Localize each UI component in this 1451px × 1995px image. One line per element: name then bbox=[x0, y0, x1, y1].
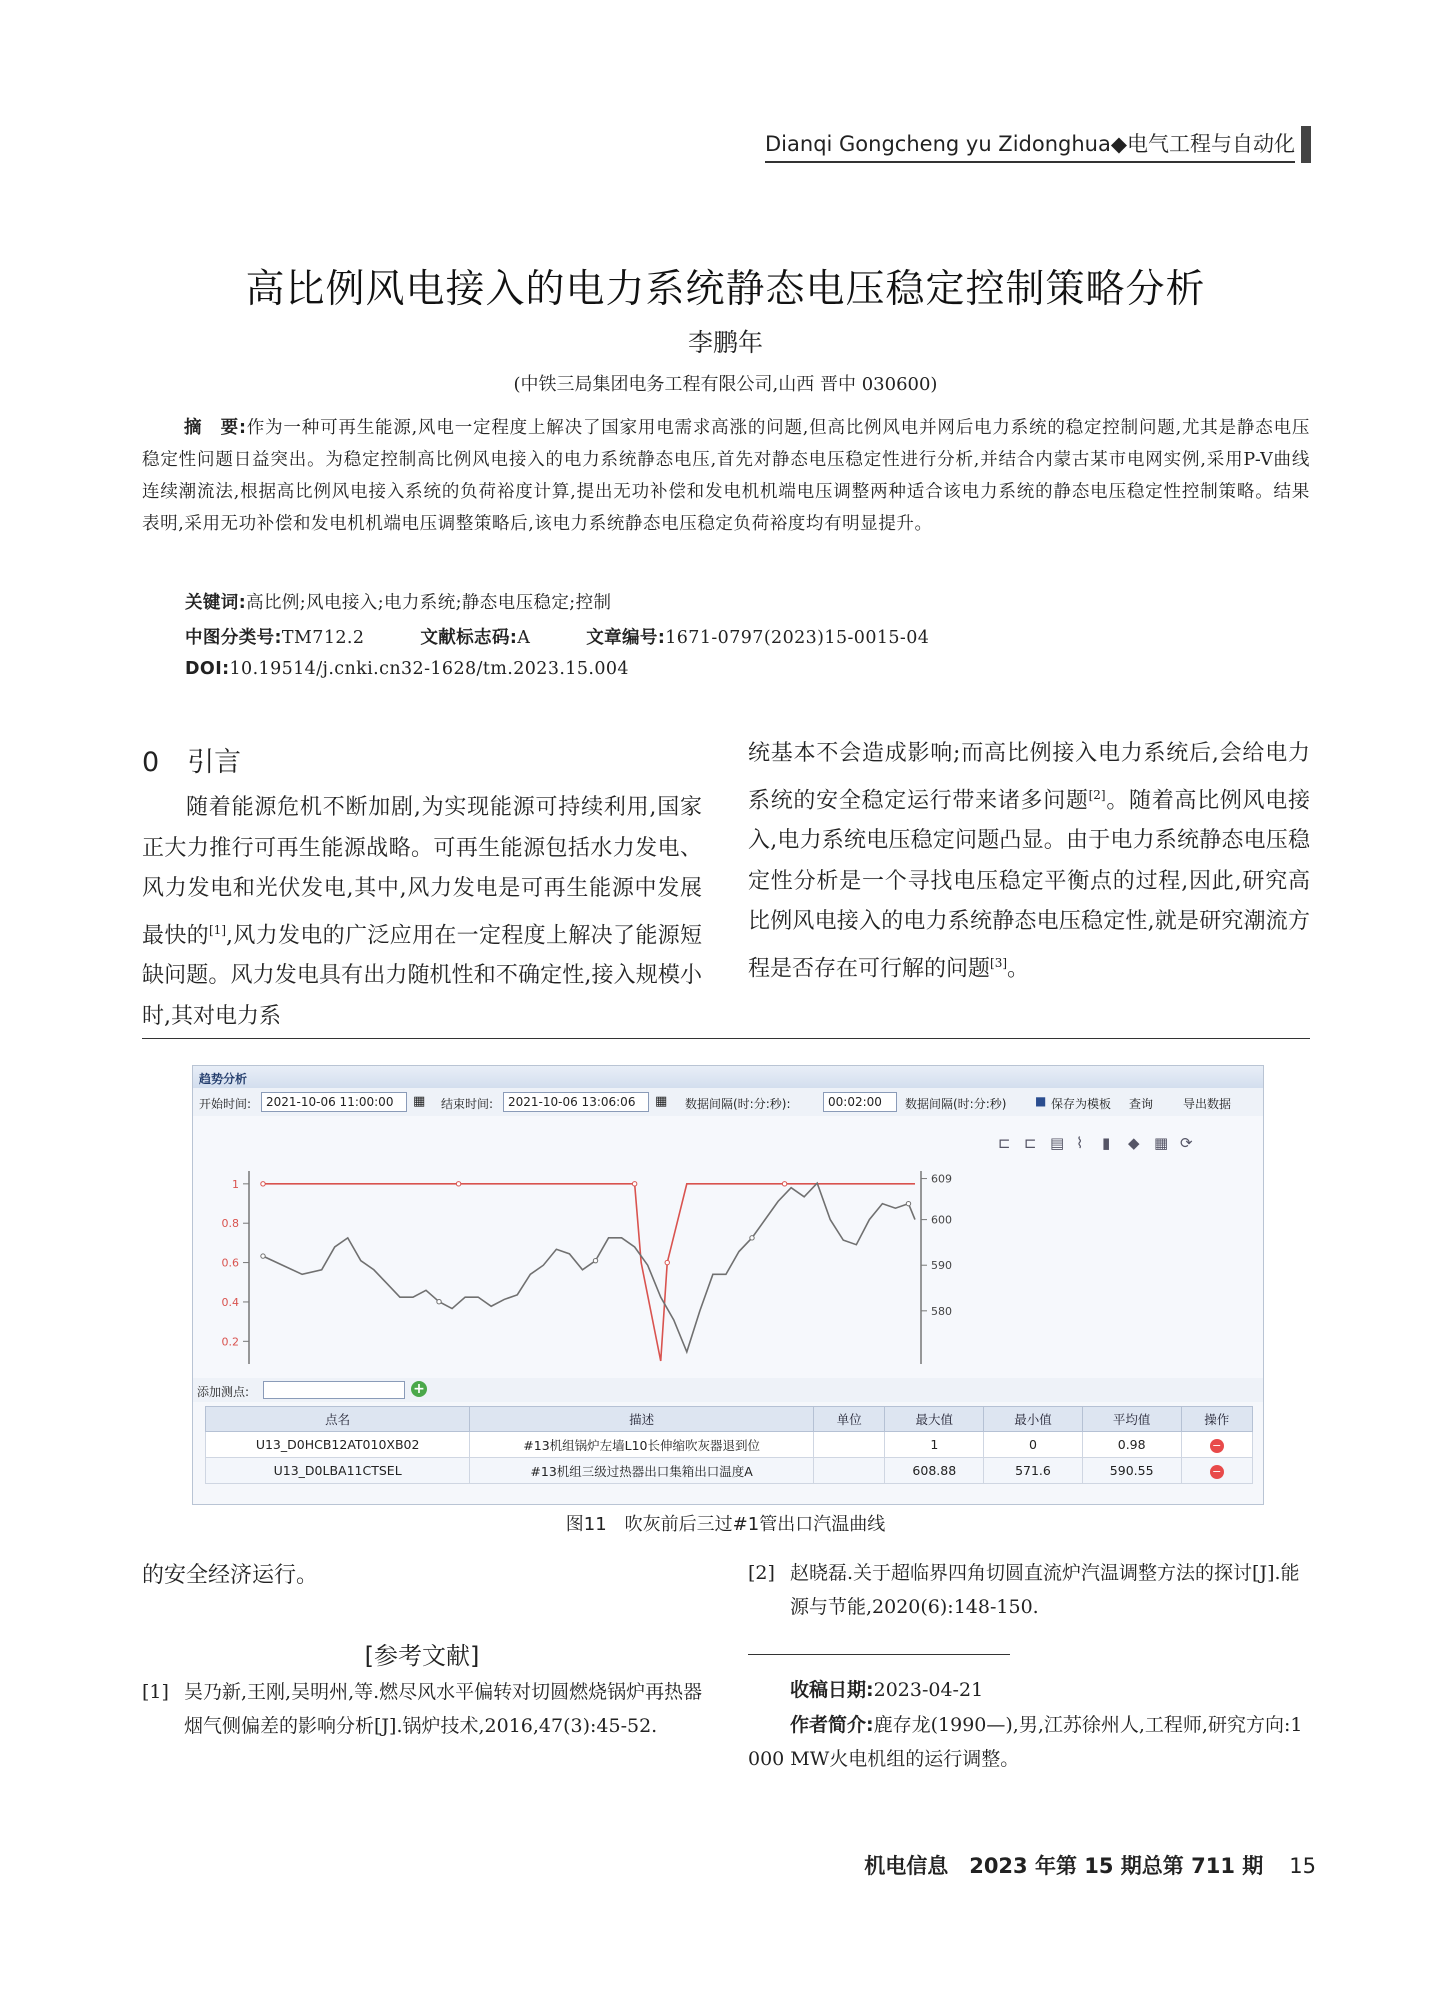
affiliation: (中铁三局集团电务工程有限公司,山西 晋中 030600) bbox=[513, 374, 938, 395]
right-tick-label: 600 bbox=[931, 1213, 952, 1227]
chart-tool-icon: ⊏ bbox=[1024, 1134, 1037, 1152]
status-series-point bbox=[632, 1182, 636, 1186]
delete-icon[interactable]: − bbox=[1210, 1465, 1224, 1479]
table-row[interactable]: U13_D0HCB12AT010XB02 #13机组锅炉左墙L10长伸缩吹灰器退到位 1 0 0.98 − bbox=[206, 1432, 1253, 1458]
reference-2: [2] 赵晓磊.关于超临界四角切圆直流炉汽温调整方法的探讨[J].能源与节能,2020(6):148-150. bbox=[748, 1562, 1300, 1618]
query-toolbar: 开始时间: 2021-10-06 11:00:00 ▦ 结束时间: 2021-10-06 13:06:06 ▦ 数据间隔(时:分:秒): 00:02:00 数据间隔(时:分:秒) ■ 保存为模板 查询 导出数据 bbox=[193, 1088, 1263, 1117]
citation-3[interactable]: [3] bbox=[990, 955, 1008, 970]
author: 李鹏年 bbox=[687, 328, 763, 357]
doc-code-value: A bbox=[517, 628, 531, 648]
temperature-series-point bbox=[437, 1300, 441, 1304]
status-series-point bbox=[456, 1182, 460, 1186]
reference-1: [1] 吴乃新,王刚,吴明州,等.燃尽风水平偏转对切圆燃烧锅炉再热器烟气侧偏差的影响分析[J].锅炉技术,2016,47(3):45-52. bbox=[142, 1681, 703, 1737]
chart-tool-icon: ▤ bbox=[1050, 1134, 1065, 1152]
keywords: 关键词:高比例;风电接入;电力系统;静态电压稳定;控制 bbox=[185, 593, 612, 613]
received-date: 收稿日期:2023-04-21 bbox=[790, 1679, 984, 1701]
column-header[interactable]: 最小值 bbox=[984, 1407, 1083, 1432]
start-time-input[interactable]: 2021-10-06 11:00:00 bbox=[261, 1092, 407, 1112]
abstract bbox=[142, 412, 1310, 540]
chart-tool-icon: ⟳ bbox=[1180, 1134, 1193, 1152]
temperature-series-point bbox=[261, 1254, 265, 1258]
author-bio: 作者简介:鹿存龙(1990—),男,江苏徐州人,工程师,研究方向:1 000 MW火电机组的运行调整。 bbox=[748, 1714, 1303, 1770]
citation-2[interactable]: [2] bbox=[1088, 787, 1106, 802]
keywords-text: 高比例;风电接入;电力系统;静态电压稳定;控制 bbox=[246, 593, 612, 613]
paper-title: 高比例风电接入的电力系统静态电压稳定控制策略分析 bbox=[245, 267, 1206, 312]
figure-top-rule bbox=[142, 1038, 1310, 1039]
chart-tool-icon: ▮ bbox=[1102, 1134, 1111, 1152]
header-bar bbox=[1301, 126, 1311, 163]
status-series-point bbox=[261, 1182, 265, 1186]
save-template-button[interactable]: 保存为模板 bbox=[1051, 1097, 1112, 1111]
column-header[interactable]: 点名 bbox=[206, 1407, 470, 1432]
status-series-point bbox=[665, 1260, 669, 1264]
figure-caption: 图11 吹灰前后三过#1管出口汽温曲线 bbox=[565, 1514, 886, 1535]
add-icon[interactable]: + bbox=[411, 1381, 427, 1397]
footnote-rule bbox=[748, 1654, 1010, 1655]
calendar-icon[interactable]: ▦ bbox=[655, 1094, 668, 1109]
citation-1[interactable]: [1] bbox=[209, 922, 226, 937]
article-no-value: 1671-0797(2023)15-0015-04 bbox=[665, 628, 930, 648]
chart-tool-icon: ⊏ bbox=[998, 1134, 1011, 1152]
chart-tool-icon: ⌇ bbox=[1076, 1134, 1084, 1152]
left-tick-label: 0.8 bbox=[221, 1217, 239, 1231]
section-heading: 0 引言 bbox=[142, 747, 242, 778]
temperature-series-point bbox=[750, 1236, 754, 1240]
abstract-text: 作为一种可再生能源,风电一定程度上解决了国家用电需求高涨的问题,但高比例风电并网后电力系统的稳定控制问题,尤其是静态电压稳定性问题日益突出。为稳定控制高比例风电接入的电力系统静态电压,首先对静态电压稳定性进行分析,并结合内蒙古某市电网实例,采用P-V曲线连续潮流法,根据高比例风电接入系统的负荷裕度计算,提出无功补偿和发电机机端电压调整两种适合该电力系统的静态电压稳定性控制策略。结果表明,采用无功补偿和发电机机端电压调整策略后,该电力系统静态电压稳定负荷裕度均有明显提升。 bbox=[142, 418, 1310, 534]
doi-value: 10.19514/j.cnki.cn32-1628/tm.2023.15.004 bbox=[229, 659, 629, 679]
delete-icon[interactable]: − bbox=[1210, 1439, 1224, 1453]
right-tick-label: 590 bbox=[931, 1259, 952, 1273]
classification-row: 中图分类号:TM712.2 文献标志码:A 文章编号:1671-0797(2023)15-0015-04 bbox=[185, 628, 930, 648]
right-tick-label: 609 bbox=[931, 1172, 952, 1186]
trend-analysis-figure bbox=[192, 1065, 1264, 1505]
left-tick-label: 0.4 bbox=[221, 1295, 239, 1309]
left-tick-label: 0.6 bbox=[221, 1256, 239, 1270]
status-series-point bbox=[782, 1182, 786, 1186]
intro-paragraph-2: 统基本不会造成影响;而高比例接入电力系统后,会给电力系统的安全稳定运行带来诸多问题[2]。随着高比例风电接入,电力系统电压稳定问题凸显。由于电力系统静态电压稳定性分析是一个寻找电压稳定平衡点的过程,因此,研究高比例风电接入的电力系统静态电压稳定性,就是研究潮流方程是否存在可行解的问题[3]。 bbox=[748, 741, 1310, 982]
column-header[interactable]: 操作 bbox=[1181, 1407, 1252, 1432]
chart-tool-icon: ▦ bbox=[1154, 1134, 1169, 1152]
window-title: 趋势分析 bbox=[199, 1072, 248, 1086]
table-row[interactable]: U13_D0LBA11CTSEL #13机组三级过热器出口集箱出口温度A 608.88 571.6 590.55 − bbox=[206, 1458, 1253, 1484]
header-separator: ◆ bbox=[1110, 132, 1127, 156]
temperature-series-point bbox=[906, 1201, 910, 1205]
column-header[interactable]: 描述 bbox=[470, 1407, 814, 1432]
calendar-icon[interactable]: ▦ bbox=[413, 1094, 426, 1109]
page-footer bbox=[864, 1850, 1316, 1880]
trend-chart bbox=[193, 1116, 1263, 1378]
journal-cn: 电气工程与自动化 bbox=[1127, 132, 1295, 156]
save-icon: ■ bbox=[1035, 1094, 1047, 1108]
column-header[interactable]: 最大值 bbox=[885, 1407, 984, 1432]
end-time-input[interactable]: 2021-10-06 13:06:06 bbox=[503, 1092, 649, 1112]
temperature-series-point bbox=[593, 1258, 597, 1262]
issue-info: 机电信息 2023 年第 15 期总第 711 期 bbox=[864, 1854, 1264, 1878]
column-header[interactable]: 单位 bbox=[814, 1407, 885, 1432]
chart-tool-icon: ◆ bbox=[1128, 1134, 1140, 1152]
add-point-input[interactable] bbox=[263, 1381, 405, 1399]
closing-text: 的安全经济运行。 bbox=[142, 1563, 319, 1588]
points-table bbox=[205, 1406, 1253, 1484]
interval-input[interactable]: 00:02:00 bbox=[823, 1092, 897, 1112]
left-tick-label: 0.2 bbox=[221, 1335, 239, 1349]
classification-value: TM712.2 bbox=[281, 628, 365, 648]
query-button[interactable]: 查询 bbox=[1129, 1097, 1154, 1111]
left-tick-label: 1 bbox=[232, 1177, 239, 1191]
window-titlebar bbox=[193, 1066, 1263, 1088]
interval-dropdown[interactable]: 数据间隔(时:分:秒) bbox=[905, 1097, 1007, 1111]
export-button[interactable]: 导出数据 bbox=[1183, 1097, 1232, 1111]
table-header-row bbox=[206, 1407, 1253, 1432]
column-header[interactable]: 平均值 bbox=[1082, 1407, 1181, 1432]
references-heading: [参考文献] bbox=[364, 1642, 480, 1670]
intro-paragraph-1: 随着能源危机不断加剧,为实现能源可持续利用,国家正大力推行可再生能源战略。可再生能源包括水力发电、风力发电和光伏发电,其中,风力发电是可再生能源中发展最快的[1],风力发电的广泛应用在一定程度上解决了能源短缺问题。风力发电具有出力随机性和不确定性,接入规模小时,其对电力系 bbox=[142, 795, 702, 1029]
journal-pinyin: Dianqi Gongcheng yu Zidonghua bbox=[765, 132, 1111, 156]
abstract-label: 摘 要: bbox=[184, 418, 247, 438]
right-tick-label: 580 bbox=[931, 1304, 952, 1318]
doi-row: DOI:10.19514/j.cnki.cn32-1628/tm.2023.15.004 bbox=[185, 659, 629, 679]
page-number: 15 bbox=[1289, 1854, 1316, 1878]
add-point-row: 添加测点: + bbox=[193, 1378, 1263, 1402]
journal-header bbox=[765, 128, 1295, 163]
